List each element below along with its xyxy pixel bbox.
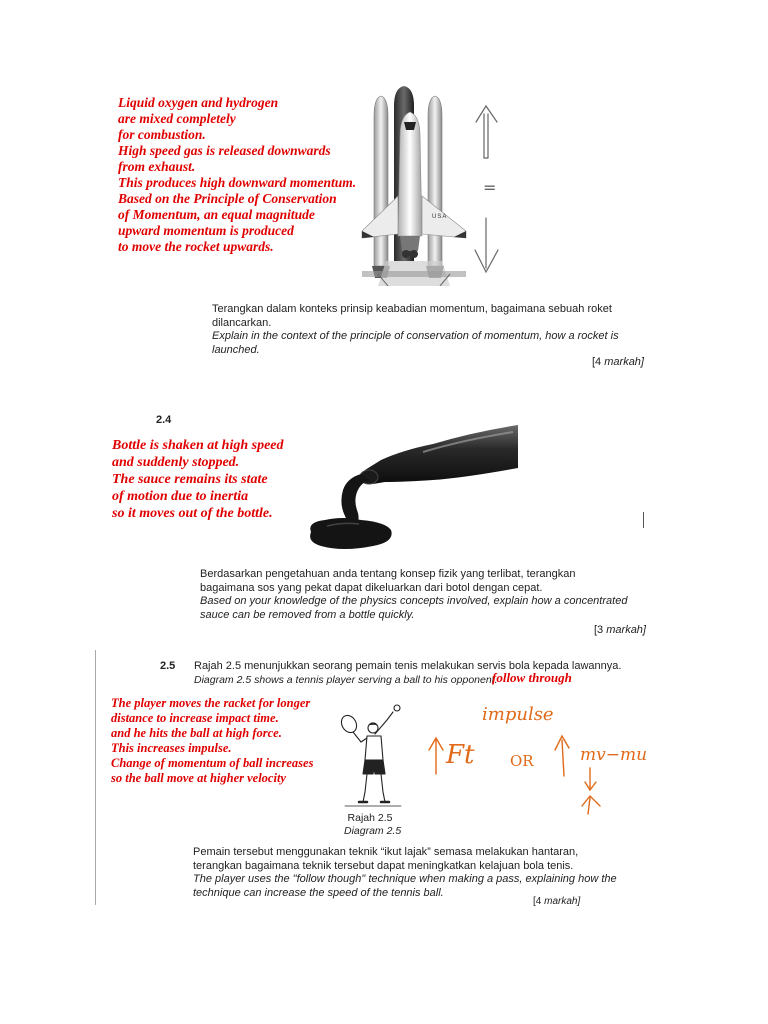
caption-en: Diagram 2.5 (344, 824, 402, 837)
answer-line: and he hits the ball at high force. (111, 726, 282, 740)
answer-line: upward momentum is produced (118, 223, 294, 238)
answer-line: The sauce remains its state (112, 472, 268, 487)
answer-line: Bottle is shaken at high speed (112, 438, 284, 453)
handwritten-ft: Ft (446, 740, 475, 770)
question-number-2-4: 2.4 (156, 414, 172, 426)
answer-line: to move the rocket upwards. (118, 239, 274, 254)
handwritten-or: OR (510, 752, 534, 770)
question-ms-line: Pemain tersebut menggunakan teknik “ikut lajak” semasa melakukan hantaran, (193, 846, 579, 858)
question-en-line: Explain in the context of the principle of conservation of momentum, how a rocket is (212, 330, 619, 342)
question-en-line: launched. (212, 343, 260, 356)
answer-line: are mixed completely (118, 111, 236, 126)
tennis-marks (533, 896, 580, 907)
sauce-question (200, 568, 660, 622)
left-margin-rule (95, 650, 96, 905)
answer-line: and suddenly stopped. (112, 455, 240, 470)
answer-line: so the ball move at higher velocity (111, 771, 286, 785)
vertical-bar-mark (643, 512, 644, 528)
usa-label: USA (432, 214, 448, 220)
answer-line: This increases impulse. (111, 741, 232, 755)
marks-number: [4 (533, 896, 542, 907)
sauce-marks (594, 624, 646, 636)
question-en-line: technique can increase the speed of the tennis ball. (193, 886, 444, 899)
question-ms-line: dilancarkan. (212, 316, 272, 329)
answer-line: Based on the Principle of Conservation (118, 191, 337, 206)
space-shuttle-image (358, 86, 470, 286)
answer-line: High speed gas is released downwards (118, 143, 331, 158)
answer-line: Liquid oxygen and hydrogen (118, 95, 279, 110)
sauce-bottle-image (303, 420, 518, 555)
answer-line: distance to increase impact time. (111, 711, 279, 725)
answer-line: so it moves out of the bottle. (112, 506, 273, 521)
answer-line: of Momentum, an equal magnitude (118, 207, 315, 222)
rocket-question (212, 303, 652, 357)
tennis-player-image (335, 702, 410, 810)
handwritten-mv-mu: mv−mu (580, 745, 648, 765)
answer-line: from exhaust. (118, 159, 196, 174)
answer-line: This produces high downward momentum. (118, 175, 357, 190)
answer-line: Change of momentum of ball increases (111, 756, 314, 770)
intro-ms: Rajah 2.5 menunjukkan seorang pemain tenis melakukan servis bola kepada lawannya. (194, 660, 622, 672)
marks-word: markah] (604, 356, 644, 368)
question-ms-line: terangkan bagaimana teknik tersebut dapat meningkatkan kelajuan bola tenis. (193, 859, 574, 872)
sauce-answer-text (112, 437, 284, 522)
question-en-line: Based on your knowledge of the physics concepts involved, explain how a concentrated (200, 595, 628, 607)
question-ms-line: Berdasarkan pengetahuan anda tentang konsep fizik yang terlibat, terangkan (200, 568, 576, 580)
marks-word: markah] (606, 624, 646, 636)
marks-number: [3 (594, 624, 604, 636)
answer-line: The player moves the racket for longer (111, 696, 311, 710)
handwritten-equals-sign: = (483, 178, 497, 197)
caption-ms: Rajah 2.5 (347, 812, 393, 824)
question-ms-line: Terangkan dalam konteks prinsip keabadian momentum, bagaimana sebuah roket (212, 303, 612, 315)
marks-word: markah] (544, 896, 581, 907)
question-ms-line: bagaimana sos yang pekat dapat dikeluarkan dari botol dengan cepat. (200, 581, 543, 594)
rocket-marks (592, 356, 644, 368)
tennis-answer-text (111, 696, 313, 786)
answer-line: of motion due to inertia (112, 489, 249, 504)
question-en-line: sauce can be removed from a bottle quickly. (200, 608, 415, 621)
answer-line: for combustion. (118, 127, 206, 142)
question-number-2-5: 2.5 (160, 660, 176, 672)
intro-en: Diagram 2.5 shows a tennis player serving a ball to his opponent. (194, 673, 498, 686)
question-en-line: The player uses the "follow though" technique when making a pass, explaining how the (193, 873, 617, 885)
tennis-question (193, 846, 653, 900)
follow-through-annotation: follow through (492, 670, 572, 685)
diagram-caption (344, 812, 402, 837)
handwritten-impulse: impulse (482, 704, 554, 725)
marks-number: [4 (592, 356, 602, 368)
rocket-answer-text (118, 95, 356, 255)
